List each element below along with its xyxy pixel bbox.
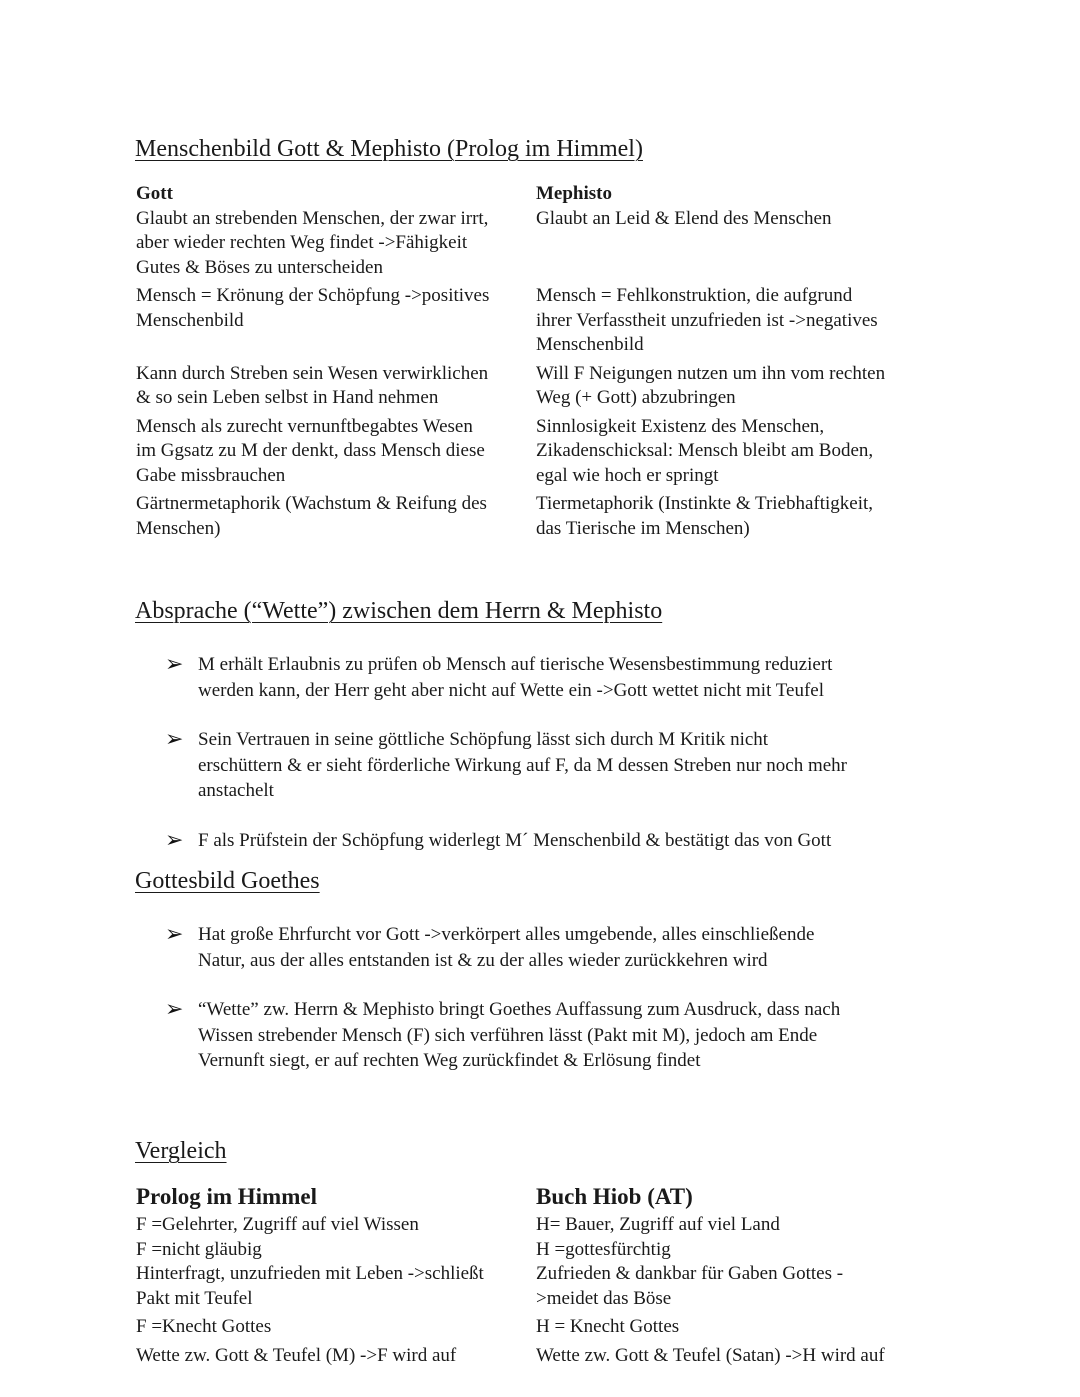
table-cell: Hinterfragt, unzufrieden mit Leben ->schließt Pakt mit Teufel	[136, 1263, 484, 1309]
table-row	[136, 492, 936, 541]
table-cell: F =Knecht Gottes	[136, 1316, 272, 1337]
table-row	[136, 207, 936, 281]
section-title-gottesbild: Gottesbild Goethes	[135, 868, 320, 894]
list-item-text: “Wette” zw. Herrn & Mephisto bringt Goethes Auffassung zum Ausdruck, dass nach Wissen strebender Mensch (F) sich verführen lässt (Pakt mit M), jedoch am Ende Vernunft siegt, er auf rechten Weg zurückfindet & Erlösung findet	[198, 999, 841, 1071]
column-header-prolog: Prolog im Himmel	[136, 1184, 317, 1209]
column-header-mephisto: Mephisto	[536, 183, 612, 204]
list-item	[165, 828, 935, 854]
table-cell: Glaubt an strebenden Menschen, der zwar irrt, aber wieder rechten Weg findet ->Fähigkeit Gutes & Böses zu unterscheiden	[136, 207, 489, 278]
table-cell: F =nicht gläubig	[136, 1238, 262, 1260]
table-cell: Mensch = Krönung der Schöpfung ->positives Menschenbild	[136, 285, 490, 331]
table-cell: H= Bauer, Zugriff auf viel Land	[536, 1214, 780, 1235]
table-row	[136, 362, 936, 411]
table-row	[136, 284, 936, 358]
arrow-bullet-icon: ➢	[165, 996, 184, 1021]
arrow-bullet-icon: ➢	[165, 651, 184, 676]
list-item	[165, 922, 935, 973]
list-item-text: F als Prüfstein der Schöpfung widerlegt M´ Menschenbild & bestätigt das von Gott	[198, 829, 832, 851]
absprache-bullet-list	[165, 652, 935, 877]
column-header-hiob: Buch Hiob (AT)	[536, 1184, 693, 1209]
table-cell: Tiermetaphorik (Instinkte & Triebhaftigkeit, das Tierische im Menschen)	[536, 493, 874, 539]
section-title-vergleich: Vergleich	[135, 1138, 227, 1164]
table-cell: Zufrieden & dankbar für Gaben Gottes - >meidet das Böse	[536, 1263, 844, 1309]
table-cell: Mensch als zurecht vernunftbegabtes Wesen im Ggsatz zu M der denkt, dass Mensch diese Gabe missbrauchen	[136, 415, 485, 486]
list-item	[165, 727, 935, 804]
table-cell: Glaubt an Leid & Elend des Menschen	[536, 207, 832, 229]
table-header-row	[136, 182, 936, 207]
arrow-bullet-icon: ➢	[165, 826, 184, 852]
vergleich-table	[136, 1181, 936, 1372]
table-cell: Wette zw. Gott & Teufel (M) ->F wird auf	[136, 1344, 457, 1366]
list-item-text: M erhält Erlaubnis zu prüfen ob Mensch auf tierische Wesensbestimmung reduziert werden kann, der Herr geht aber nicht auf Wette ein ->Gott wettet nicht mit Teufel	[198, 654, 833, 701]
table-cell: H = Knecht Gottes	[536, 1316, 680, 1337]
table-cell: Kann durch Streben sein Wesen verwirklichen & so sein Leben selbst in Hand nehmen	[136, 362, 489, 408]
table-row	[136, 1262, 936, 1311]
table-row	[136, 1238, 936, 1263]
menschenbild-table	[136, 182, 936, 545]
table-cell: Will F Neigungen nutzen um ihn vom rechten Weg (+ Gott) abzubringen	[536, 362, 886, 408]
table-cell: F =Gelehrter, Zugriff auf viel Wissen	[136, 1214, 419, 1235]
section-title-absprache: Absprache (“Wette”) zwischen dem Herrn & Mephisto	[135, 598, 663, 624]
table-header-row	[136, 1181, 936, 1213]
list-item-text: Sein Vertrauen in seine göttliche Schöpfung lässt sich durch M Kritik nicht erschüttern & er sieht förderliche Wirkung auf F, da M dessen Streben nur noch mehr anstachelt	[198, 729, 847, 801]
table-cell: Mensch = Fehlkonstruktion, die aufgrund ihrer Verfasstheit unzufrieden ist ->negatives Menschenbild	[536, 285, 878, 355]
list-item	[165, 652, 935, 703]
table-row	[136, 1344, 936, 1369]
list-item-text: Hat große Ehrfurcht vor Gott ->verkörpert alles umgebende, alles einschließende Natur, aus der alles entstanden ist & zu der alles wieder zurückkehren wird	[198, 924, 815, 971]
table-cell: H =gottesfürchtig	[536, 1238, 671, 1260]
table-cell: Sinnlosigkeit Existenz des Menschen, Zikadenschicksal: Mensch bleibt am Boden, egal wie hoch er springt	[536, 415, 874, 486]
column-header-gott: Gott	[136, 183, 173, 204]
table-cell: Gärtnermetaphorik (Wachstum & Reifung des Menschen)	[136, 493, 487, 539]
table-cell: Wette zw. Gott & Teufel (Satan) ->H wird auf	[536, 1344, 885, 1366]
list-item	[165, 997, 935, 1074]
table-row	[136, 1315, 936, 1340]
section-title-menschenbild: Menschenbild Gott & Mephisto (Prolog im Himmel)	[135, 136, 643, 162]
gottesbild-bullet-list	[165, 922, 935, 1098]
table-row	[136, 1213, 936, 1238]
arrow-bullet-icon: ➢	[165, 921, 184, 946]
arrow-bullet-icon: ➢	[165, 726, 184, 751]
table-row	[136, 415, 936, 489]
